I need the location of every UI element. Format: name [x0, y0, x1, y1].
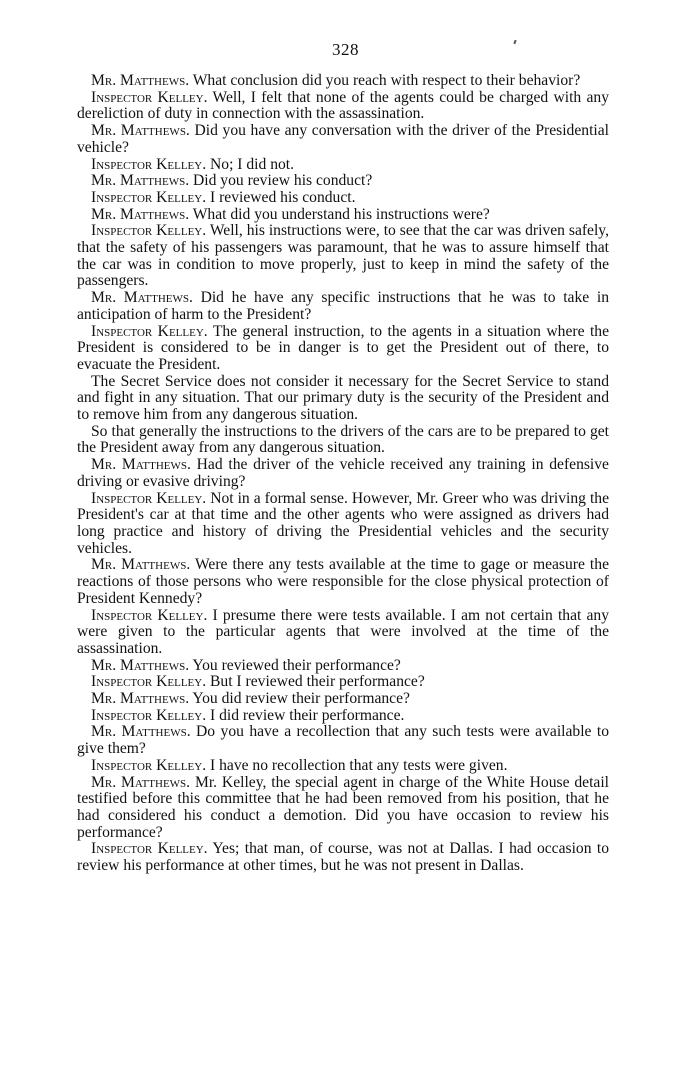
testimony-body: [77, 73, 609, 875]
testimony-paragraph: [77, 724, 609, 757]
speaker-name: Mr. Matthews.: [91, 205, 190, 223]
paragraph-text: The general instruction, to the agents in a situation where the President is considered to be in danger is to get the President out of there, to evacuate the President.: [77, 322, 610, 373]
testimony-paragraph: [77, 73, 609, 90]
paragraph-text: Do you have a recollection that any such tests were available to give them?: [77, 723, 610, 758]
paragraph-text: No; I did not.: [206, 155, 295, 173]
speaker-name: Inspector Kelley.: [91, 606, 208, 624]
paragraph-text: I did review their performance.: [206, 706, 405, 724]
speaker-name: Mr. Matthews.: [91, 690, 190, 708]
testimony-paragraph: [77, 290, 609, 323]
testimony-paragraph: [77, 157, 609, 174]
testimony-paragraph: [77, 457, 609, 490]
testimony-paragraph: [77, 173, 609, 190]
paragraph-text: What did you understand his instructions were?: [189, 205, 490, 223]
speaker-name: Mr. Matthews.: [91, 122, 190, 140]
testimony-paragraph: [77, 123, 609, 156]
paragraph-text: But I reviewed their performance?: [206, 673, 425, 691]
paragraph-text: Did you have any conversation with the driver of the Presidential vehicle?: [77, 122, 609, 156]
testimony-paragraph: [77, 324, 609, 374]
testimony-paragraph: [77, 90, 609, 123]
testimony-paragraph: [77, 674, 609, 691]
speaker-name: Inspector Kelley.: [91, 706, 207, 724]
speaker-name: Mr. Matthews.: [91, 656, 190, 674]
paragraph-text: Did he have any specific instructions that he was to take in anticipation of harm to the President?: [77, 289, 610, 323]
testimony-paragraph: [77, 691, 609, 708]
paragraph-text: I have no recollection that any tests were given.: [206, 756, 508, 774]
paragraph-text: Well, I felt that none of the agents could be charged with any dereliction of duty in connection with the assassination.: [77, 88, 610, 123]
paragraph-text: Were there any tests available at the time to gage or measure the reactions of those persons who were responsible for the close physical protection of President Kennedy?: [77, 556, 609, 607]
paragraph-text: Did you review his conduct?: [189, 172, 373, 190]
testimony-paragraph: [77, 758, 609, 775]
testimony-paragraph: [77, 491, 609, 558]
testimony-paragraph: [77, 775, 609, 842]
paragraph-text: I reviewed his conduct.: [206, 188, 356, 206]
testimony-paragraph: [77, 841, 609, 874]
speaker-name: Mr. Matthews.: [91, 72, 190, 89]
speaker-name: Mr. Matthews.: [91, 456, 191, 474]
testimony-paragraph: [77, 557, 609, 607]
paragraph-text: Well, his instructions were, to see that the car was driven safely, that the safety of his passengers was paramount, that he was to assure himself that the car was in condition to move properly, just to keep in mind the safety of the passengers.: [77, 222, 609, 290]
paragraph-text: You did review their performance?: [189, 690, 410, 708]
testimony-paragraph: [77, 223, 609, 290]
speaker-name: Mr. Matthews.: [91, 723, 191, 741]
speaker-name: Inspector Kelley.: [91, 188, 207, 206]
page-number: 328: [332, 40, 359, 59]
speaker-name: Inspector Kelley.: [91, 155, 207, 173]
speaker-name: Inspector Kelley.: [91, 673, 207, 691]
speaker-name: Inspector Kelley.: [91, 840, 208, 858]
paragraph-text: Yes; that man, of course, was not at Dallas. I had occasion to review his performance at other times, but he was not present in Dallas.: [77, 840, 609, 875]
paragraph-text: I presume there were tests available. I am not certain that any were given to the particular agents that were involved at the time of the assassination.: [77, 606, 609, 657]
speaker-name: Inspector Kelley.: [91, 88, 208, 106]
paragraph-text: You reviewed their performance?: [189, 656, 401, 674]
paragraph-text: Not in a formal sense. However, Mr. Greer who was driving the President's car at that time and the other agents who were assigned as drivers had long practice and history of driving the Presidential vehicles and the security vehicles.: [77, 489, 609, 557]
speaker-name: Mr. Matthews.: [91, 172, 190, 190]
speaker-name: Mr. Matthews.: [91, 289, 193, 307]
paragraph-text: What conclusion did you reach with respect to their behavior?: [189, 72, 581, 89]
testimony-paragraph: [77, 207, 609, 224]
testimony-paragraph: [77, 658, 609, 675]
paragraph-text: Had the driver of the vehicle received any training in defensive driving or evasive driving?: [77, 456, 609, 490]
testimony-paragraph: [77, 424, 609, 457]
paragraph-text: The Secret Service does not consider it necessary for the Secret Service to stand and fight in any situation. That our primary duty is the security of the President and to remove him from any dangerous situation.: [77, 372, 609, 424]
testimony-paragraph: [77, 608, 609, 658]
speaker-name: Inspector Kelley.: [91, 756, 207, 774]
testimony-paragraph: [77, 708, 609, 725]
paragraph-text: So that generally the instructions to the drivers of the cars are to be prepared to get the President away from any dangerous situation.: [77, 422, 609, 457]
paragraph-text: Mr. Kelley, the special agent in charge of the White House detail testified before this committee that he had been removed from his position, that he had considered his conduct a demotion. Did you have occasion to review his performance?: [77, 773, 609, 841]
speaker-name: Mr. Matthews.: [91, 773, 191, 791]
speaker-name: Mr. Matthews.: [91, 556, 191, 574]
testimony-paragraph: [77, 374, 609, 424]
testimony-paragraph: [77, 190, 609, 207]
speaker-name: Inspector Kelley.: [91, 222, 207, 240]
speaker-name: Inspector Kelley.: [91, 489, 207, 507]
speaker-name: Inspector Kelley.: [91, 322, 208, 340]
